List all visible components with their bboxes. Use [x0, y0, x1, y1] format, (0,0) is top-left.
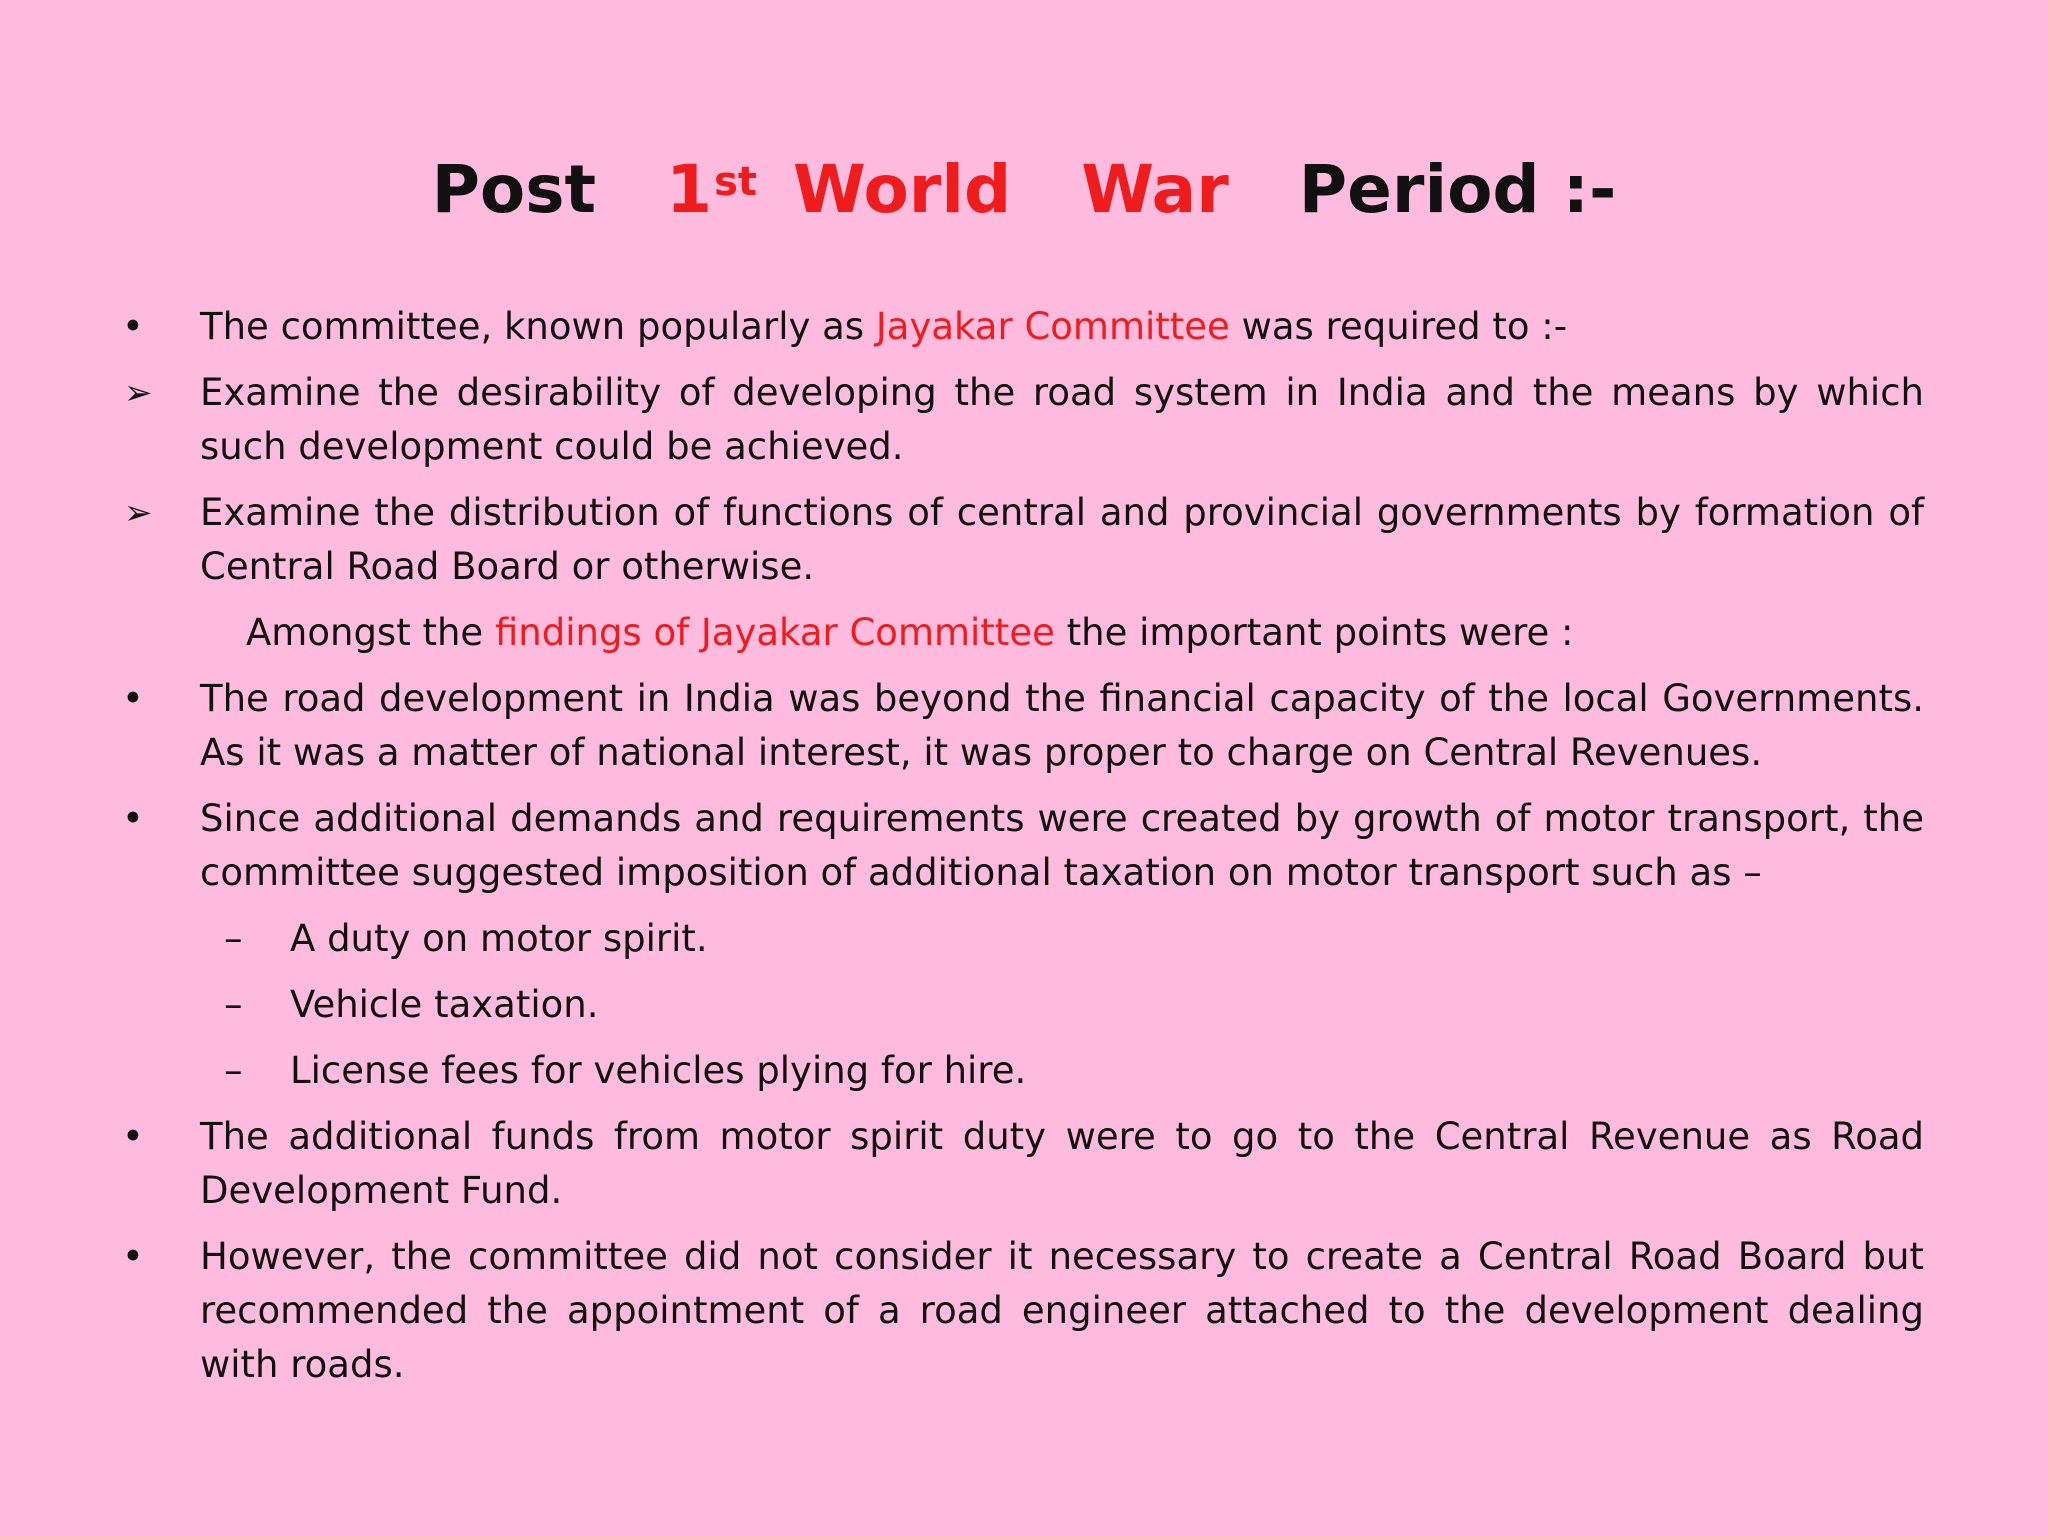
text-plain: Amongst the — [246, 611, 495, 654]
text-plain: the important points were : — [1054, 611, 1574, 654]
list-item-text: Examine the desirability of developing the road system in India and the means by which such development could be achieved. — [200, 371, 1924, 468]
title-ordinal-number: 1 — [666, 151, 713, 228]
list-item-text: However, the committee did not consider it necessary to create a Central Road Board but recommended the appointment of a road engineer attached to the development dealing with roads. — [200, 1235, 1924, 1386]
list-item-text: A duty on motor spirit. — [290, 917, 708, 960]
list-item-text: Since additional demands and requirements were created by growth of motor transport, the committee suggested imposition of additional taxation on motor transport such as – — [200, 797, 1924, 894]
highlight-findings: findings of Jayakar Committee — [494, 611, 1055, 654]
title-word-war: War — [1081, 151, 1229, 228]
text-plain: The committee, known popularly as — [200, 305, 876, 348]
arrow-bullet-icon: ➢ — [124, 373, 153, 413]
list-item-text: Vehicle taxation. — [290, 983, 599, 1026]
bullet-marker: • — [122, 1115, 144, 1158]
title-ordinal — [666, 150, 757, 230]
list-item-text: License fees for vehicles plying for hire. — [290, 1049, 1027, 1092]
bullet-marker: • — [122, 305, 144, 348]
list-item-text — [200, 300, 1924, 354]
list-item-text: The road development in India was beyond the financial capacity of the local Governments. As it was a matter of national interest, it was proper to charge on Central Revenues. — [200, 677, 1924, 774]
title-word-period: Period :- — [1298, 151, 1617, 228]
list-item-text — [246, 606, 1924, 660]
bullet-marker: • — [122, 677, 144, 720]
bullet-marker: • — [122, 1235, 144, 1278]
slide-title — [0, 150, 2048, 230]
title-word-world: World — [793, 151, 1012, 228]
arrow-bullet-icon: ➢ — [124, 493, 153, 533]
list-item-text: The additional funds from motor spirit duty were to go to the Central Revenue as Road Development Fund. — [200, 1115, 1924, 1212]
dash-marker: – — [224, 1049, 243, 1092]
title-word-post: Post — [431, 151, 597, 228]
list-item-text: Examine the distribution of functions of central and provincial governments by formation of Central Road Board or otherwise. — [200, 491, 1924, 588]
title-ordinal-suffix: st — [714, 159, 757, 205]
dash-marker: – — [224, 983, 243, 1026]
bullet-marker: • — [122, 797, 144, 840]
text-plain: was required to :- — [1229, 305, 1568, 348]
dash-marker: – — [224, 917, 243, 960]
highlight-jayakar-committee: Jayakar Committee — [875, 305, 1230, 348]
